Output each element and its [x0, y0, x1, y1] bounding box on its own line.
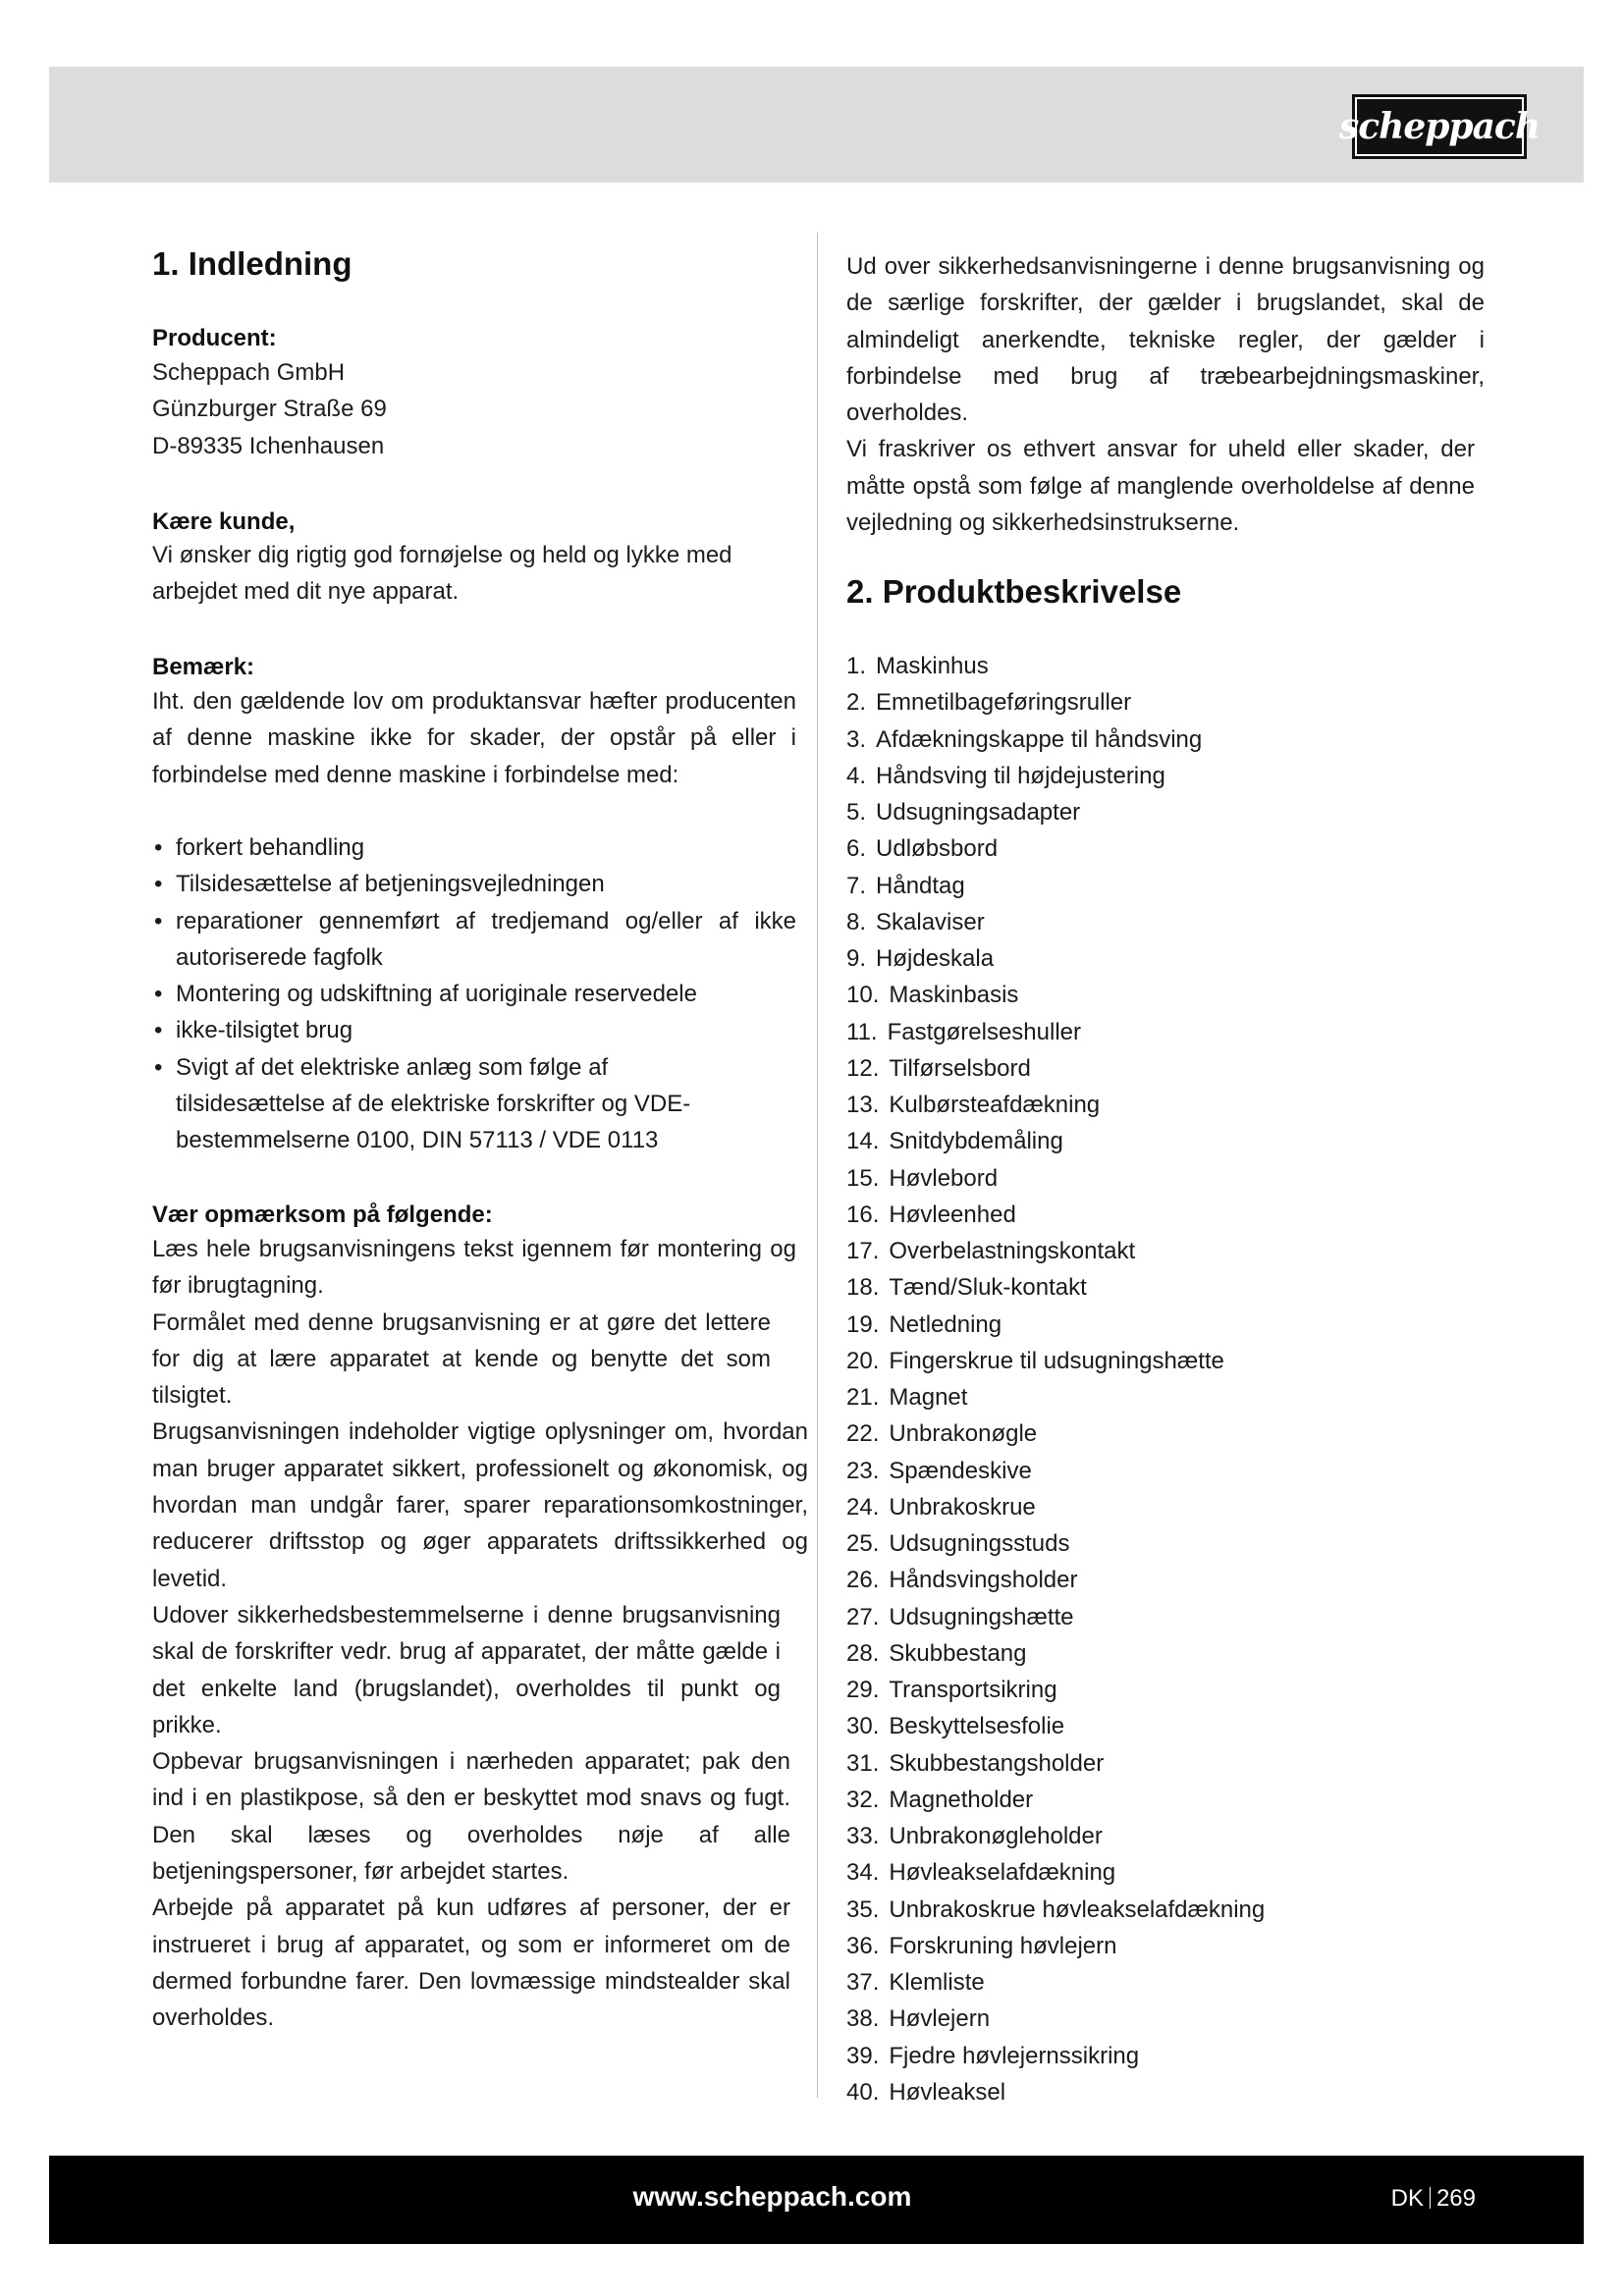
logo-text: scheppach — [1355, 97, 1524, 156]
part-label: Høvlebord — [889, 1164, 999, 1192]
paragraph: Læs hele brugsanvisningens tekst igennem før montering og før ibrugtagning. — [152, 1236, 796, 1300]
list-item: • Tilsidesættelse af betjeningsvejledningen — [152, 866, 796, 902]
part-label: Tilførselsbord — [889, 1054, 1031, 1082]
part-label: Håndsving til højdejustering — [876, 762, 1165, 789]
part-label: Magnet — [889, 1384, 968, 1411]
parts-list-item — [846, 1854, 1265, 1891]
part-label: Emnetilbageføringsruller — [876, 689, 1132, 717]
part-number: 40. — [846, 2078, 880, 2106]
parts-list-item — [846, 1123, 1265, 1159]
dear-customer-label: Kære kunde, — [152, 508, 296, 535]
part-number: 31. — [846, 1749, 880, 1777]
part-label: Transportsikring — [889, 1677, 1057, 1703]
paragraph: Opbevar brugsanvisningen i nærheden apparatet; pak den ind i en plastikpose, så den er beskyttet mod snavs og fugt. Den skal læses og overholdes nøje af alle betjeningspersoner, før arbejdet startes. — [152, 1748, 790, 1886]
list-item: • Montering og udskiftning af uoriginale reservedele — [152, 976, 796, 1012]
part-label: Udsugningshætte — [889, 1603, 1074, 1630]
part-number: 23. — [846, 1457, 880, 1484]
paragraph: Ud over sikkerhedsanvisningerne i denne brugsanvisning og de særlige forskrifter, der gælder i brugslandet, skal de almindeligt anerkendte, tekniske regler, der gælder i forbindelse med brug af træbearbejdningsmaskiner, overholdes. — [846, 253, 1485, 427]
parts-list-item — [846, 1087, 1265, 1123]
note-text: Iht. den gældende lov om produktansvar hæfter producenten af denne maskine ikke for skader, der opstår på eller i forbindelse med denne maskine i forbindelse med: — [152, 688, 796, 788]
parts-list-item — [846, 1782, 1265, 1818]
footer-url: www.scheppach.com — [632, 2181, 912, 2212]
note-bullet-list — [152, 829, 796, 1159]
paragraph: Vi fraskriver os ethvert ansvar for uheld eller skader, der måtte opstå som følge af manglende overholdelse af denne vejledning og sikkerhedsinstrukserne. — [846, 436, 1475, 537]
parts-list-item — [846, 1379, 1265, 1415]
part-number: 2. — [846, 689, 867, 717]
scheppach-logo — [1338, 94, 1541, 159]
part-label: Høvleakselafdækning — [889, 1859, 1116, 1887]
part-number: 28. — [846, 1639, 880, 1667]
column-divider — [817, 233, 818, 2098]
parts-list-item — [846, 1415, 1265, 1452]
parts-list-item — [846, 1818, 1265, 1854]
part-label: Udsugningsadapter — [876, 799, 1081, 826]
part-label: Unbrakonøgleholder — [889, 1823, 1103, 1849]
parts-list-item — [846, 1233, 1265, 1269]
part-number: 38. — [846, 2005, 880, 2033]
part-number: 37. — [846, 1969, 880, 1996]
part-number: 12. — [846, 1054, 880, 1082]
part-label: Håndsvingsholder — [889, 1567, 1078, 1594]
list-item: • Svigt af det elektriske anlæg som følge af tilsidesættelse af de elektriske forskrifter og VDE-bestemmelserne 0100, DIN 57113 / VDE 0113 — [152, 1049, 796, 1159]
parts-list-item — [846, 904, 1265, 940]
part-number: 35. — [846, 1896, 880, 1923]
part-number: 29. — [846, 1677, 880, 1703]
producer-line: Scheppach GmbH — [152, 359, 346, 386]
list-item: • ikke-tilsigtet brug — [152, 1012, 796, 1048]
parts-list-item — [846, 1708, 1265, 1744]
producer-label: Producent: — [152, 325, 277, 351]
parts-list-item — [846, 1307, 1265, 1343]
parts-list-item — [846, 1525, 1265, 1562]
parts-list-item — [846, 940, 1265, 977]
parts-list-item — [846, 648, 1265, 684]
part-number: 21. — [846, 1384, 880, 1411]
part-label: Overbelastningskontakt — [889, 1238, 1136, 1264]
part-number: 1. — [846, 653, 867, 679]
part-number: 18. — [846, 1274, 880, 1302]
part-number: 19. — [846, 1310, 880, 1338]
part-label: Magnetholder — [889, 1786, 1034, 1813]
parts-list-item — [846, 1343, 1265, 1379]
parts-list-item — [846, 1014, 1265, 1050]
part-label: Afdækningskappe til håndsving — [876, 725, 1203, 753]
part-number: 13. — [846, 1092, 880, 1118]
parts-list-item — [846, 1964, 1265, 2001]
parts-list-item — [846, 1453, 1265, 1489]
page-number — [1391, 2185, 1476, 2213]
parts-list — [846, 648, 1265, 2110]
parts-list-item — [846, 1635, 1265, 1672]
part-number: 25. — [846, 1530, 880, 1557]
part-label: Spændeskive — [889, 1457, 1032, 1484]
intro-text — [846, 248, 1485, 541]
dear-customer-text: Vi ønsker dig rigtig god fornøjelse og held og lykke med arbejdet med dit nye apparat. — [152, 542, 732, 606]
parts-list-item — [846, 721, 1265, 758]
part-number: 22. — [846, 1420, 880, 1448]
part-number: 16. — [846, 1201, 880, 1228]
part-label: Fjedre høvlejernssikring — [889, 2042, 1140, 2069]
parts-list-item — [846, 1672, 1265, 1708]
part-label: Snitdybdemåling — [889, 1128, 1063, 1155]
part-number: 4. — [846, 762, 867, 789]
attention-label: Vær opmærksom på følgende: — [152, 1201, 493, 1228]
parts-list-item — [846, 1269, 1265, 1306]
part-number: 32. — [846, 1786, 880, 1813]
attention-text — [152, 1231, 808, 2037]
part-label: Højdeskala — [876, 945, 995, 972]
parts-list-item — [846, 868, 1265, 904]
part-number: 39. — [846, 2042, 880, 2069]
part-number: 14. — [846, 1128, 880, 1155]
paragraph: Arbejde på apparatet på kun udføres af personer, der er instrueret i brug af apparatet, og som er informeret om de dermed forbundne farer. Den lovmæssige mindstealder skal overholdes. — [152, 1895, 790, 2032]
part-label: Udløbsbord — [876, 835, 999, 863]
parts-list-item — [846, 758, 1265, 794]
parts-list-item — [846, 1050, 1265, 1087]
parts-list-item — [846, 1745, 1265, 1782]
part-label: Forskruning høvlejern — [889, 1932, 1117, 1959]
parts-list-item — [846, 684, 1265, 721]
parts-list-item — [846, 2001, 1265, 2037]
part-number: 10. — [846, 982, 880, 1009]
parts-list-item — [846, 1928, 1265, 1964]
parts-list-item — [846, 1599, 1265, 1635]
parts-list-item — [846, 830, 1265, 867]
part-number: 36. — [846, 1932, 880, 1959]
part-label: Fingerskrue til udsugningshætte — [889, 1347, 1224, 1374]
part-label: Høvleaksel — [889, 2078, 1006, 2106]
paragraph: Formålet med denne brugsanvisning er at gøre det lettere for dig at lære apparatet at kende og benytte det som tilsigtet. — [152, 1308, 771, 1410]
part-label: Skubbestang — [889, 1639, 1027, 1667]
part-number: 27. — [846, 1603, 880, 1630]
part-number: 24. — [846, 1493, 880, 1521]
part-number: 11. — [846, 1018, 878, 1045]
part-number: 34. — [846, 1859, 880, 1887]
part-number: 7. — [846, 872, 867, 899]
note-label: Bemærk: — [152, 654, 255, 680]
page-number-value: 269 — [1435, 2185, 1476, 2212]
part-number: 6. — [846, 835, 867, 863]
page-header — [49, 67, 1584, 183]
list-item: • forkert behandling — [152, 829, 796, 866]
part-label: Kulbørsteafdækning — [889, 1092, 1101, 1118]
part-number: 5. — [846, 799, 867, 826]
part-label: Maskinhus — [876, 653, 989, 679]
part-label: Beskyttelsesfolie — [889, 1713, 1065, 1740]
part-label: Håndtag — [876, 872, 965, 899]
part-number: 3. — [846, 725, 867, 753]
parts-list-item — [846, 1562, 1265, 1598]
part-number: 8. — [846, 908, 867, 935]
parts-list-item — [846, 1489, 1265, 1525]
part-number: 20. — [846, 1347, 880, 1374]
parts-list-item — [846, 2038, 1265, 2074]
part-label: Unbrakonøgle — [889, 1420, 1038, 1448]
part-number: 30. — [846, 1713, 880, 1740]
language-code: DK — [1390, 2185, 1424, 2212]
part-label: Skubbestangsholder — [889, 1749, 1105, 1777]
part-label: Udsugningsstuds — [889, 1530, 1070, 1557]
part-label: Maskinbasis — [889, 982, 1019, 1009]
part-number: 33. — [846, 1823, 880, 1849]
parts-list-item — [846, 1160, 1265, 1197]
part-number: 26. — [846, 1567, 880, 1594]
producer-line: D-89335 Ichenhausen — [152, 432, 385, 459]
part-label: Høvleenhed — [889, 1201, 1016, 1228]
part-number: 15. — [846, 1164, 880, 1192]
part-label: Unbrakoskrue høvleakselafdækning — [889, 1896, 1266, 1923]
part-label: Skalaviser — [876, 908, 985, 935]
part-number: 17. — [846, 1238, 880, 1264]
parts-list-item — [846, 794, 1265, 830]
section-2-heading: 2. Produktbeskrivelse — [846, 573, 1182, 610]
section-1-heading: 1. Indledning — [152, 245, 352, 282]
producer-address — [152, 354, 808, 464]
parts-list-item — [846, 977, 1265, 1013]
parts-list-item — [846, 1892, 1265, 1928]
list-item: • reparationer gennemført af tredjemand og/eller af ikke autoriserede fagfolk — [152, 903, 796, 977]
parts-list-item — [846, 2074, 1265, 2110]
part-label: Tænd/Sluk-kontakt — [889, 1274, 1087, 1302]
part-label: Høvlejern — [889, 2005, 991, 2033]
part-label: Netledning — [889, 1310, 1002, 1338]
separator — [1430, 2187, 1431, 2209]
page-footer — [49, 2156, 1584, 2244]
paragraph: Brugsanvisningen indeholder vigtige oplysninger om, hvordan man bruger apparatet sikkert, professionelt og økonomisk, og hvordan man undgår farer, sparer reparationsomkostninger, reducerer driftsstop og øger apparatets driftssikkerhed og levetid. — [152, 1418, 808, 1592]
part-label: Klemliste — [889, 1969, 985, 1996]
paragraph: Udover sikkerhedsbestemmelserne i denne brugsanvisning skal de forskrifter vedr. brug af apparatet, der måtte gælde i det enkelte land (brugslandet), overholdes til punkt og prikke. — [152, 1601, 781, 1738]
part-label: Fastgørelseshuller — [887, 1018, 1081, 1045]
part-label: Unbrakoskrue — [889, 1493, 1036, 1521]
part-number: 9. — [846, 945, 867, 972]
parts-list-item — [846, 1197, 1265, 1233]
producer-line: Günzburger Straße 69 — [152, 396, 387, 423]
